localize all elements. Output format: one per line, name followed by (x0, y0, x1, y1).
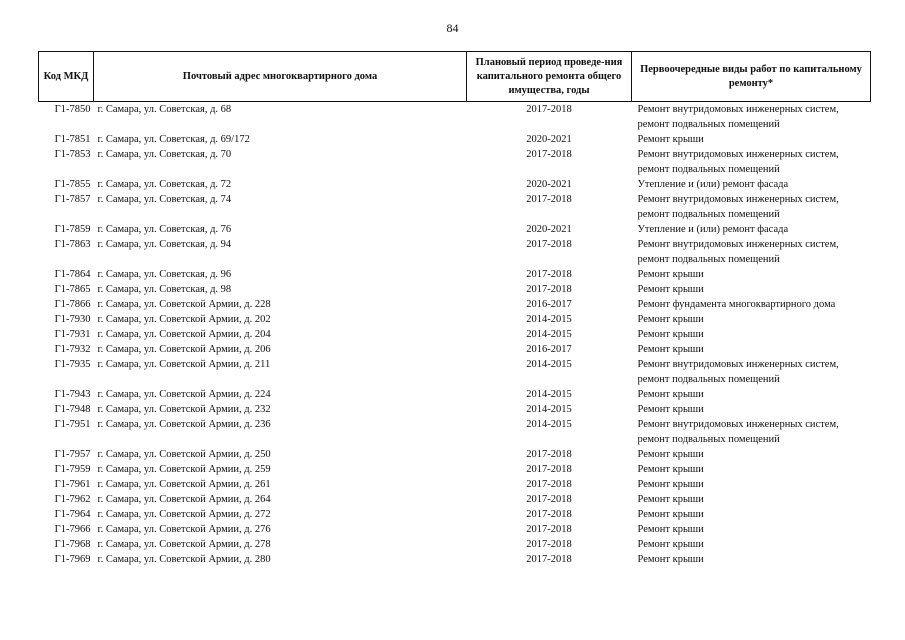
table-row (39, 327, 871, 342)
row-works (632, 387, 871, 402)
work-line: Ремонт крыши (637, 389, 704, 400)
row-works (632, 507, 871, 522)
row-code: Г1-7932 (54, 344, 91, 355)
row-works (632, 357, 871, 387)
work-line: ремонт подвальных помещений (637, 119, 780, 130)
row-address: г. Самара, ул. Советская, д. 69/172 (97, 134, 250, 145)
row-address: г. Самара, ул. Советской Армии, д. 232 (97, 404, 271, 415)
row-works (632, 177, 871, 192)
row-period: 2016-2017 (526, 344, 572, 355)
work-line: Ремонт крыши (637, 269, 704, 280)
row-address: г. Самара, ул. Советской Армии, д. 202 (97, 314, 271, 325)
row-period: 2016-2017 (526, 299, 572, 310)
row-address: г. Самара, ул. Советская, д. 74 (97, 194, 232, 205)
row-works (632, 552, 871, 567)
row-period: 2014-2015 (526, 329, 572, 340)
row-works (632, 102, 871, 133)
row-address: г. Самара, ул. Советской Армии, д. 280 (97, 554, 271, 565)
work-line: Ремонт крыши (637, 329, 704, 340)
row-period: 2017-2018 (526, 149, 572, 160)
row-period: 2014-2015 (526, 359, 572, 370)
table-row (39, 402, 871, 417)
row-code: Г1-7855 (54, 179, 91, 190)
table-row (39, 267, 871, 282)
table-row (39, 132, 871, 147)
row-address: г. Самара, ул. Советской Армии, д. 250 (97, 449, 271, 460)
row-period: 2017-2018 (526, 194, 572, 205)
row-address: г. Самара, ул. Советская, д. 94 (97, 239, 232, 250)
row-address: г. Самара, ул. Советская, д. 98 (97, 284, 232, 295)
table-row (39, 102, 871, 133)
row-address: г. Самара, ул. Советская, д. 72 (97, 179, 232, 190)
row-code: Г1-7968 (54, 539, 91, 550)
row-works (632, 417, 871, 447)
table-row (39, 342, 871, 357)
row-address: г. Самара, ул. Советской Армии, д. 236 (97, 419, 271, 430)
row-works (632, 297, 871, 312)
row-works (632, 147, 871, 177)
row-code: Г1-7948 (54, 404, 91, 415)
table-body (39, 102, 871, 568)
row-period: 2017-2018 (526, 554, 572, 565)
work-line: Утепление и (или) ремонт фасада (637, 179, 789, 190)
row-address: г. Самара, ул. Советской Армии, д. 278 (97, 539, 271, 550)
row-code: Г1-7864 (54, 269, 91, 280)
table-row (39, 177, 871, 192)
work-line: Ремонт крыши (637, 464, 704, 475)
row-works (632, 522, 871, 537)
header-code: Код МКД (39, 52, 94, 102)
capital-repair-table (38, 51, 871, 567)
row-period: 2014-2015 (526, 314, 572, 325)
work-line: Ремонт крыши (637, 134, 704, 145)
table-row (39, 537, 871, 552)
table-row (39, 477, 871, 492)
work-line: Ремонт крыши (637, 539, 704, 550)
row-works (632, 267, 871, 282)
row-code: Г1-7859 (54, 224, 91, 235)
row-code: Г1-7943 (54, 389, 91, 400)
header-period: Плановый период проведе-ния капитального ремонта общего имущества, годы (467, 52, 632, 102)
row-address: г. Самара, ул. Советской Армии, д. 259 (97, 464, 271, 475)
row-works (632, 192, 871, 222)
work-line: Ремонт крыши (637, 494, 704, 505)
work-line: Ремонт крыши (637, 344, 704, 355)
row-works (632, 222, 871, 237)
work-line: ремонт подвальных помещений (637, 374, 780, 385)
work-line: Ремонт внутридомовых инженерных систем, (637, 239, 839, 250)
header-works: Первоочередные виды работ по капитальному ремонту* (632, 52, 871, 102)
table-header (39, 52, 871, 102)
work-line: ремонт подвальных помещений (637, 254, 780, 265)
row-address: г. Самара, ул. Советской Армии, д. 206 (97, 344, 271, 355)
row-code: Г1-7951 (54, 419, 91, 430)
row-period: 2017-2018 (526, 284, 572, 295)
row-period: 2014-2015 (526, 389, 572, 400)
row-works (632, 132, 871, 147)
work-line: Ремонт крыши (637, 479, 704, 490)
row-period: 2017-2018 (526, 269, 572, 280)
row-works (632, 342, 871, 357)
row-period: 2017-2018 (526, 509, 572, 520)
row-address: г. Самара, ул. Советская, д. 96 (97, 269, 232, 280)
row-period: 2014-2015 (526, 404, 572, 415)
row-period: 2017-2018 (526, 464, 572, 475)
table-row (39, 282, 871, 297)
work-line: Ремонт крыши (637, 449, 704, 460)
work-line: Ремонт крыши (637, 509, 704, 520)
table-row (39, 357, 871, 387)
row-code: Г1-7865 (54, 284, 91, 295)
row-code: Г1-7969 (54, 554, 91, 565)
row-address: г. Самара, ул. Советская, д. 76 (97, 224, 232, 235)
work-line: Ремонт внутридомовых инженерных систем, (637, 149, 839, 160)
row-works (632, 402, 871, 417)
row-period: 2020-2021 (526, 224, 572, 235)
row-works (632, 327, 871, 342)
row-address: г. Самара, ул. Советской Армии, д. 261 (97, 479, 271, 490)
row-code: Г1-7851 (54, 134, 91, 145)
row-code: Г1-7959 (54, 464, 91, 475)
row-code: Г1-7961 (54, 479, 91, 490)
row-period: 2017-2018 (526, 104, 572, 115)
table-row (39, 237, 871, 267)
row-address: г. Самара, ул. Советской Армии, д. 264 (97, 494, 271, 505)
row-period: 2017-2018 (526, 494, 572, 505)
row-code: Г1-7857 (54, 194, 91, 205)
row-code: Г1-7853 (54, 149, 91, 160)
row-period: 2017-2018 (526, 539, 572, 550)
work-line: Ремонт внутридомовых инженерных систем, (637, 194, 839, 205)
header-address: Почтовый адрес многоквартирного дома (94, 52, 467, 102)
row-period: 2017-2018 (526, 524, 572, 535)
work-line: Ремонт крыши (637, 404, 704, 415)
row-period: 2014-2015 (526, 419, 572, 430)
table-row (39, 507, 871, 522)
work-line: Ремонт крыши (637, 314, 704, 325)
row-works (632, 312, 871, 327)
row-code: Г1-7966 (54, 524, 91, 535)
row-works (632, 237, 871, 267)
table-row (39, 312, 871, 327)
row-works (632, 492, 871, 507)
table-row (39, 447, 871, 462)
table-row (39, 522, 871, 537)
table-row (39, 492, 871, 507)
row-address: г. Самара, ул. Советская, д. 70 (97, 149, 232, 160)
row-address: г. Самара, ул. Советской Армии, д. 228 (97, 299, 271, 310)
row-works (632, 477, 871, 492)
row-period: 2017-2018 (526, 449, 572, 460)
row-address: г. Самара, ул. Советской Армии, д. 224 (97, 389, 271, 400)
row-works (632, 282, 871, 297)
work-line: Ремонт внутридомовых инженерных систем, (637, 359, 839, 370)
row-works (632, 462, 871, 477)
row-period: 2017-2018 (526, 239, 572, 250)
table-row (39, 192, 871, 222)
row-code: Г1-7931 (54, 329, 91, 340)
row-works (632, 537, 871, 552)
row-period: 2017-2018 (526, 479, 572, 490)
work-line: Ремонт фундамента многоквартирного дома (637, 299, 836, 310)
row-code: Г1-7964 (54, 509, 91, 520)
page-number: 84 (446, 21, 459, 35)
row-code: Г1-7850 (54, 104, 91, 115)
row-code: Г1-7863 (54, 239, 91, 250)
table-row (39, 222, 871, 237)
work-line: ремонт подвальных помещений (637, 434, 780, 445)
row-period: 2020-2021 (526, 134, 572, 145)
work-line: Утепление и (или) ремонт фасада (637, 224, 789, 235)
row-code: Г1-7962 (54, 494, 91, 505)
work-line: Ремонт внутридомовых инженерных систем, (637, 419, 839, 430)
table-row (39, 417, 871, 447)
table-row (39, 387, 871, 402)
table-row (39, 147, 871, 177)
work-line: Ремонт крыши (637, 554, 704, 565)
table-row (39, 462, 871, 477)
row-period: 2020-2021 (526, 179, 572, 190)
row-address: г. Самара, ул. Советской Армии, д. 211 (97, 359, 271, 370)
row-works (632, 447, 871, 462)
row-code: Г1-7935 (54, 359, 91, 370)
work-line: Ремонт крыши (637, 524, 704, 535)
row-code: Г1-7866 (54, 299, 91, 310)
work-line: ремонт подвальных помещений (637, 164, 780, 175)
work-line: Ремонт внутридомовых инженерных систем, (637, 104, 839, 115)
work-line: ремонт подвальных помещений (637, 209, 780, 220)
row-address: г. Самара, ул. Советской Армии, д. 272 (97, 509, 271, 520)
work-line: Ремонт крыши (637, 284, 704, 295)
row-address: г. Самара, ул. Советской Армии, д. 276 (97, 524, 271, 535)
row-address: г. Самара, ул. Советская, д. 68 (97, 104, 232, 115)
row-code: Г1-7930 (54, 314, 91, 325)
table-row (39, 297, 871, 312)
row-code: Г1-7957 (54, 449, 91, 460)
row-address: г. Самара, ул. Советской Армии, д. 204 (97, 329, 271, 340)
table-row (39, 552, 871, 567)
